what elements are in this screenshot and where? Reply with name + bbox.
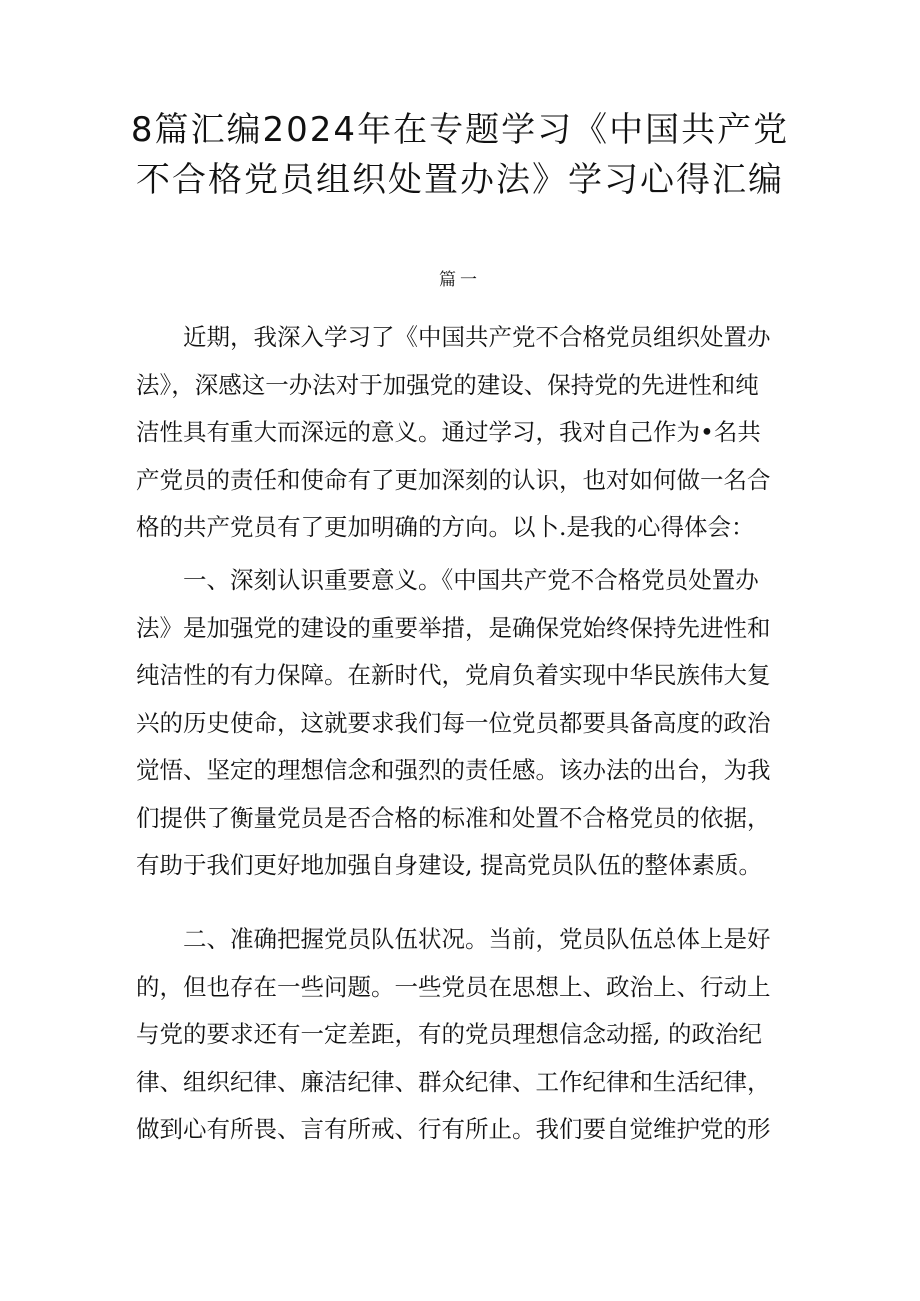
paragraph-line: 觉悟、坚定的理想信念和强烈的责任感。该办法的出台，为我 xyxy=(136,756,771,784)
paragraph-line: 有助于我们更好地加强自身建设, 提高党员队伍的整体素质。 xyxy=(136,851,762,879)
section-heading: 篇一 xyxy=(439,270,481,290)
paragraph-line: 做到心有所畏、言有所戒、行有所止。我们要自觉维护党的形 xyxy=(136,1115,771,1143)
document-title-line-2: 不合格党员组织处置办法》学习心得汇编 xyxy=(136,160,784,200)
paragraph-point-one xyxy=(136,557,796,890)
paragraph-line: 们提供了衡量党员是否合格的标准和处置不合格党员的依据， xyxy=(136,803,771,832)
document-title-line-1: 8篇汇编2024年在专题学习《中国共产党 xyxy=(130,110,790,150)
paragraph-line: 律、组织纪律、廉洁纪律、群众纪律、工作纪律和生活纪律， xyxy=(136,1067,771,1096)
paragraph-line: 一、深刻认识重要意义。《中国共产党不合格党员处置办 xyxy=(183,566,759,594)
paragraph-line: 法》，深感这一办法对于加强党的建设、保持党的先进性和纯 xyxy=(136,370,759,399)
paragraph-line: 洁性具有重大而深远的意义。通过学习，我对自己作为•名共 xyxy=(136,418,761,446)
paragraph-line: 产党员的责任和使命有了更加深刻的认识，也对如何做一名合 xyxy=(136,465,771,494)
paragraph-line: 兴的历史使命，这就要求我们每一位党员都要具备高度的政治 xyxy=(136,708,771,737)
paragraph-point-two xyxy=(136,916,796,1154)
paragraph-line: 与党的要求还有一定差距，有的党员理想信念动摇, 的政治纪 xyxy=(136,1020,762,1048)
paragraph-line: 纯洁性的有力保障。在新时代，党肩负着实现中华民族伟大复 xyxy=(136,661,771,689)
paragraph-line: 的，但也存在一些问题。一些党员在思想上、政治上、行动上 xyxy=(136,972,771,1001)
paragraph-intro xyxy=(136,314,796,552)
paragraph-line: 二、准确把握党员队伍状况。当前，党员队伍总体上是好 xyxy=(183,925,771,953)
paragraph-line: 法》是加强党的建设的重要举措，是确保党始终保持先进性和 xyxy=(136,613,771,642)
paragraph-line: 格的共产党员有了更加明确的方向。以卜.是我的心得体会： xyxy=(136,513,755,541)
paragraph-line: 近期，我深入学习了《中国共产党不合格党员组织处置办 xyxy=(183,323,771,351)
